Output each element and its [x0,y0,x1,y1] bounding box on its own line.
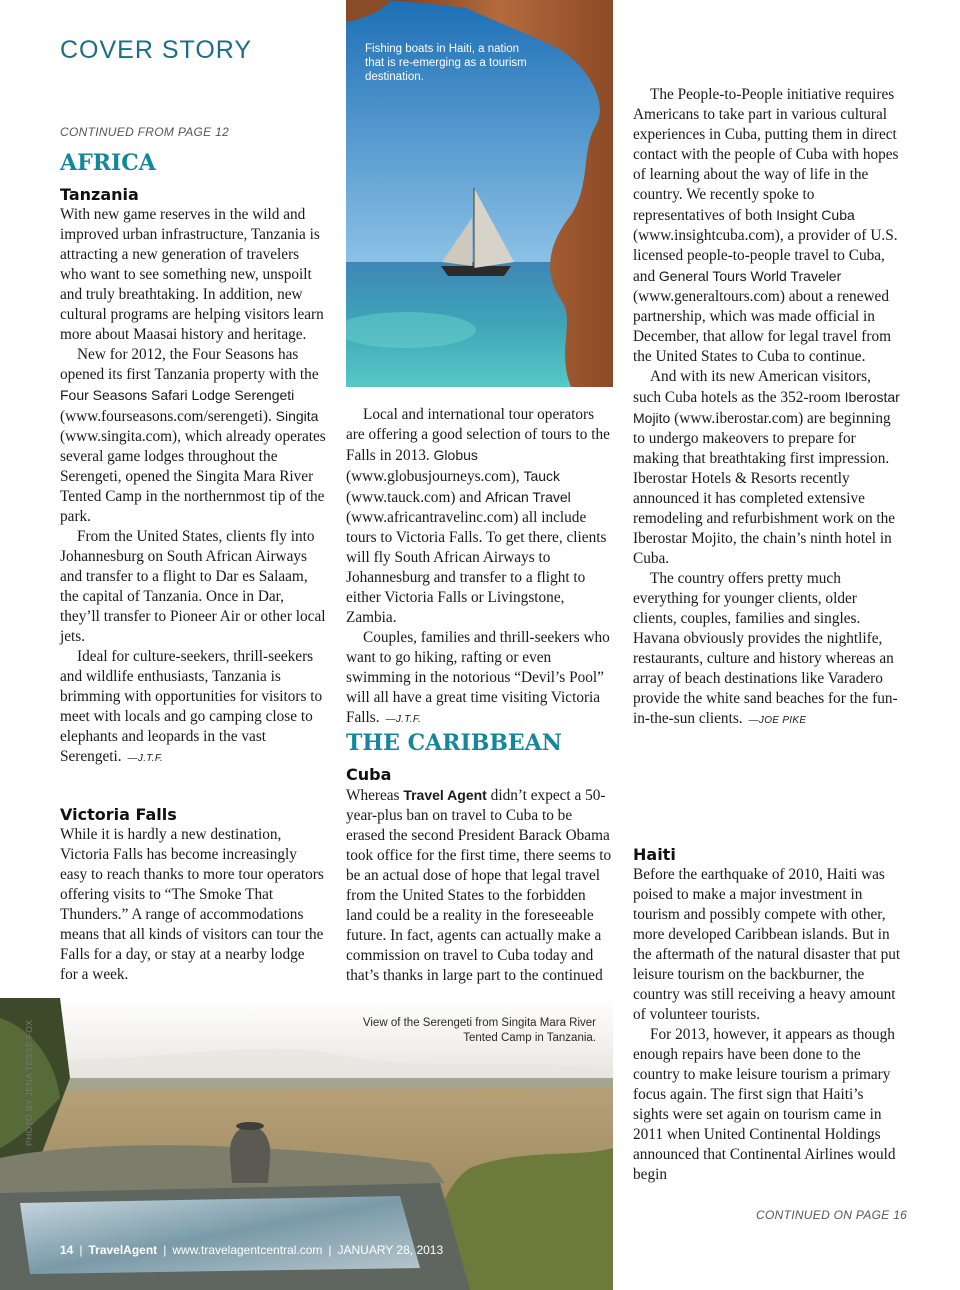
operator-name: Four Seasons Safari Lodge Serengeti [60,387,295,403]
haiti-paragraph-1: Before the earthquake of 2010, Haiti was poised to make a major investment in tourism and possibly compete with other, more developed Caribbean islands. But in the aftermath of the natural disaster that put leisure tourism on the backburner, the country was still receiving a heavy amount of volunteer tourists. [633,866,901,1023]
text-run: didn’t expect a 50-year-plus ban on travel to Cuba to be erased the second President Barack Obama took office for the first time, there seems to be an actual dose of hope that legal travel from the United States to the forbidden land could be a reality in the foreseeable future. In fact, agents can actually make a commission on travel to Cuba today and that’s thanks in large part to the continued [346,787,612,984]
cuba-paragraph-2 [633,85,901,367]
text-run: New for 2012, the Four Seasons has opened its first Tanzania property with the [60,346,319,383]
cuba-body-col2 [346,785,613,985]
text-run: Whereas [346,787,404,804]
cuba-paragraph-3 [633,367,901,569]
text-run: The country offers pretty much everything for younger clients, older clients, couples, families and singles. Havana obviously provides the nightlife, restaurants, culture and history whereas an array of beach destinations like Varadero provide the white sand beaches for the fun-in-the-sun clients. [633,570,898,727]
text-run: Ideal for culture-seekers, thrill-seekers and wildlife enthusiasts, Tanzania is brimming with opportunities for visitors to meet with locals and go camping close to elephants and leopards in the vast Serengeti. [60,648,323,765]
tanzania-body [60,205,326,769]
continued-on-label: CONTINUED ON PAGE 16 [756,1208,908,1222]
operator-name: General Tours World Traveler [658,268,842,284]
victoria-falls-subheading: Victoria Falls [60,805,177,824]
text-run: Couples, families and thrill-seekers who want to go hiking, rafting or even swimming in the notorious “Devil’s Pool” will all have a great time visiting Victoria Falls. [346,629,610,726]
hotel-name: Iberostar Mojito [633,389,900,426]
operator-name: Tauck [523,468,561,484]
victoria-falls-body-col1 [60,825,326,985]
operator-name: Insight Cuba [776,207,855,223]
operator-name: Singita [275,408,319,424]
cuba-subheading: Cuba [346,765,392,784]
cuba-paragraph-4 [633,569,901,731]
haiti-paragraph-2: For 2013, however, it appears as though enough repairs have been done to the country to make leisure tourism a primary focus again. The first sign that Haiti’s sights were set again on tourism came in 2011 when United Continental Holdings announced that Continental Airlines would begin [633,1026,896,1183]
text-run: (www.fourseasons.com/serengeti). [60,408,276,425]
victoria-paragraph-2 [346,405,613,628]
page-footer: 14 | TravelAgent | www.travelagentcentral.com | JANUARY 28, 2013 [60,1243,444,1257]
cuba-paragraph-1 [346,785,613,985]
text-run: (www.singita.com), which already operates several game lodges throughout the Serengeti, opened the Singita Mara River Tented Camp in the northernmost tip of the park. [60,428,326,525]
operator-name: African Travel [485,489,571,505]
victoria-paragraph-1: While it is hardly a new destination, Victoria Falls has become increasingly easy to reach thanks to more tour operators offering visits to “The Smoke That Thunders.” A range of accommodations means that all kinds of visitors can tour the Falls for a day, or stay at a nearby lodge for a week. [60,826,324,983]
text-run: And with its new American visitors, such Cuba hotels as the 352-room [633,368,871,406]
haiti-subheading: Haiti [633,845,676,864]
text-run: (www.tauck.com) and [346,489,486,506]
haiti-body [633,865,901,1185]
section-kicker: COVER STORY [60,36,253,64]
issue-date: JANUARY 28, 2013 [337,1243,444,1257]
publication-name: Travel Agent [403,787,487,803]
author-signature: —J.T.F. [385,714,422,725]
photo-credit [22,1016,36,1146]
text-run: The People-to-People initiative requires Americans to take part in various cultural experiences in Cuba, putting them in direct contact with the people of Cuba with hopes of learning about the way of life in the country. We recently spoke to representatives of both [633,86,899,224]
tanzania-paragraph-1: With new game reserves in the wild and improved urban infrastructure, Tanzania is attracting a new generation of travelers who want to see something new, unspoilt and truly breathtaking. In addition, new cultural programs are helping visitors learn more about Maasai history and heritage. [60,206,324,343]
operator-name: Globus [433,447,478,463]
africa-heading: AFRICA [60,150,156,176]
author-signature: —JOE PIKE [748,715,807,726]
publication-name: TravelAgent [88,1243,158,1257]
continued-from-label: CONTINUED FROM PAGE 12 [60,125,230,139]
serengeti-photo-caption: View of the Serengeti from Singita Mara River Tented Camp in Tanzania. [362,1017,596,1044]
victoria-paragraph-3 [346,628,613,730]
text-run: Local and international tour operators are offering a good selection of tours to the Falls in 2013. [346,406,610,464]
cuba-body-col3 [633,85,901,731]
tanzania-paragraph-3: From the United States, clients fly into Johannesburg on South African Airways and transfer to a flight to Dar es Salaam, the capital of Tanzania. Once in Dar, they’ll transfer to Pioneer Air or other local jets. [60,528,326,645]
text-run: (www.globusjourneys.com), [346,468,524,485]
text-run: (www.africantravelinc.com) all include tours to Victoria Falls. To get there, clients will fly South African Airways to Johannesburg and transfer to a flight to either Victoria Falls or Livingstone, Zambia. [346,509,607,626]
text-run: (www.iberostar.com) are beginning to undergo makeovers to prepare for making that breathtaking first impression. Iberostar Hotels & Resorts recently announced it has completed extensive remodeling and refurbishment work on the Iberostar Mojito, the chain’s ninth hotel in Cuba. [633,410,896,567]
text-run: (www.insightcuba.com), a provider of U.S. licensed people-to-people travel to Cuba, and [633,227,898,285]
author-signature: —J.T.F. [127,753,164,764]
victoria-falls-body-col2 [346,405,613,730]
page-number: 14 [60,1243,74,1257]
caribbean-heading: THE CARIBBEAN [346,730,562,756]
tanzania-paragraph-2 [60,345,326,527]
text-run: (www.generaltours.com) about a renewed partnership, which was made official in December, that allow for legal travel from the United States to Cuba to continue. [633,288,892,365]
haiti-photo-caption: Fishing boats in Haiti, a nation that is re-emerging as a tourism destination. [365,43,527,83]
website-url: www.travelagentcentral.com [172,1243,323,1257]
tanzania-paragraph-4 [60,647,326,769]
photo-credit-text: PHOTO BY JENA TESSE FOX [24,1019,34,1146]
tanzania-subheading: Tanzania [60,185,139,204]
